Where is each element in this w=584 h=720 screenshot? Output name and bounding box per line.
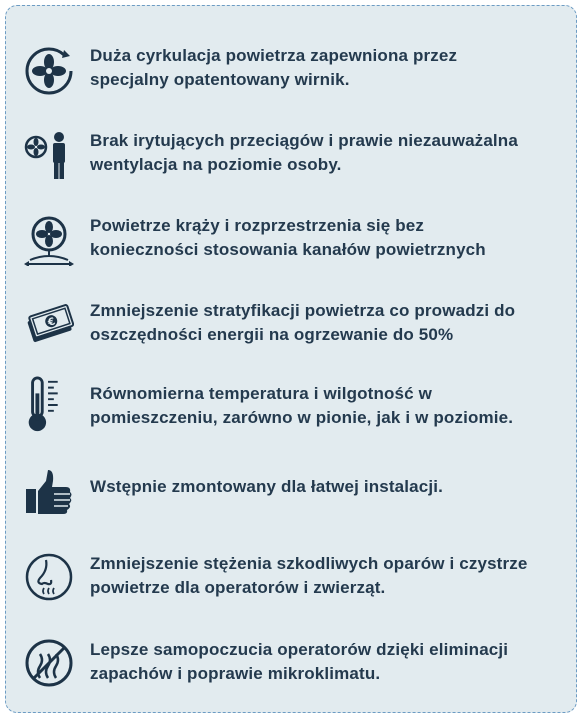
feature-line: pomieszczeniu, zarówno w pionie, jak i w poziomie.: [90, 408, 514, 427]
feature-item: [6, 210, 578, 270]
feature-line: Zmniejszenie stężenia szkodliwych oparów i czystrze: [90, 554, 528, 573]
feature-line: Wstępnie zmontowany dla łatwej instalacji.: [90, 477, 443, 496]
feature-text: [90, 638, 570, 686]
feature-text: [90, 129, 570, 177]
feature-text: [90, 214, 570, 262]
feature-line: Równomierna temperatura i wilgotność w: [90, 384, 432, 403]
feature-line: powietrze dla operatorów i zwierząt.: [90, 578, 386, 597]
feature-line: zapachów i poprawie mikroklimatu.: [90, 664, 381, 683]
feature-item: [6, 40, 578, 100]
feature-item: [6, 461, 578, 521]
feature-text: [90, 299, 570, 347]
svg-text:€: €: [46, 316, 57, 329]
feature-line: specjalny opatentowany wirnik.: [90, 70, 350, 89]
feature-text: [90, 44, 570, 92]
feature-line: Brak irytujących przeciągów i prawie niezauważalna: [90, 131, 518, 150]
feature-item: [6, 632, 578, 692]
feature-item: [6, 293, 578, 353]
fan-rotation-icon: [24, 46, 74, 96]
fan-person-icon: [24, 131, 74, 181]
feature-text: [90, 552, 570, 600]
thermometer-icon: [24, 376, 74, 426]
features-panel: [5, 5, 577, 713]
thumbs-up-icon: [24, 467, 74, 517]
feature-item: [6, 125, 578, 185]
feature-line: wentylacja na poziomie osoby.: [90, 155, 342, 174]
feature-text: [90, 475, 570, 499]
feature-text: [90, 382, 570, 430]
feature-line: Zmniejszenie stratyfikacji powietrza co prowadzi do: [90, 301, 516, 320]
nose-icon: [24, 552, 74, 602]
no-odor-icon: [24, 638, 74, 688]
feature-line: Duża cyrkulacja powietrza zapewniona przez: [90, 46, 458, 65]
money-icon: [24, 299, 74, 349]
feature-item: [6, 376, 578, 436]
feature-item: [6, 546, 578, 606]
fan-airflow-icon: [24, 216, 74, 266]
feature-line: Lepsze samopoczucia operatorów dzięki eliminacji: [90, 640, 509, 659]
feature-line: Powietrze krąży i rozprzestrzenia się bez: [90, 216, 424, 235]
feature-line: konieczności stosowania kanałów powietrznych: [90, 240, 486, 259]
feature-line: oszczędności energii na ogrzewanie do 50%: [90, 325, 454, 344]
